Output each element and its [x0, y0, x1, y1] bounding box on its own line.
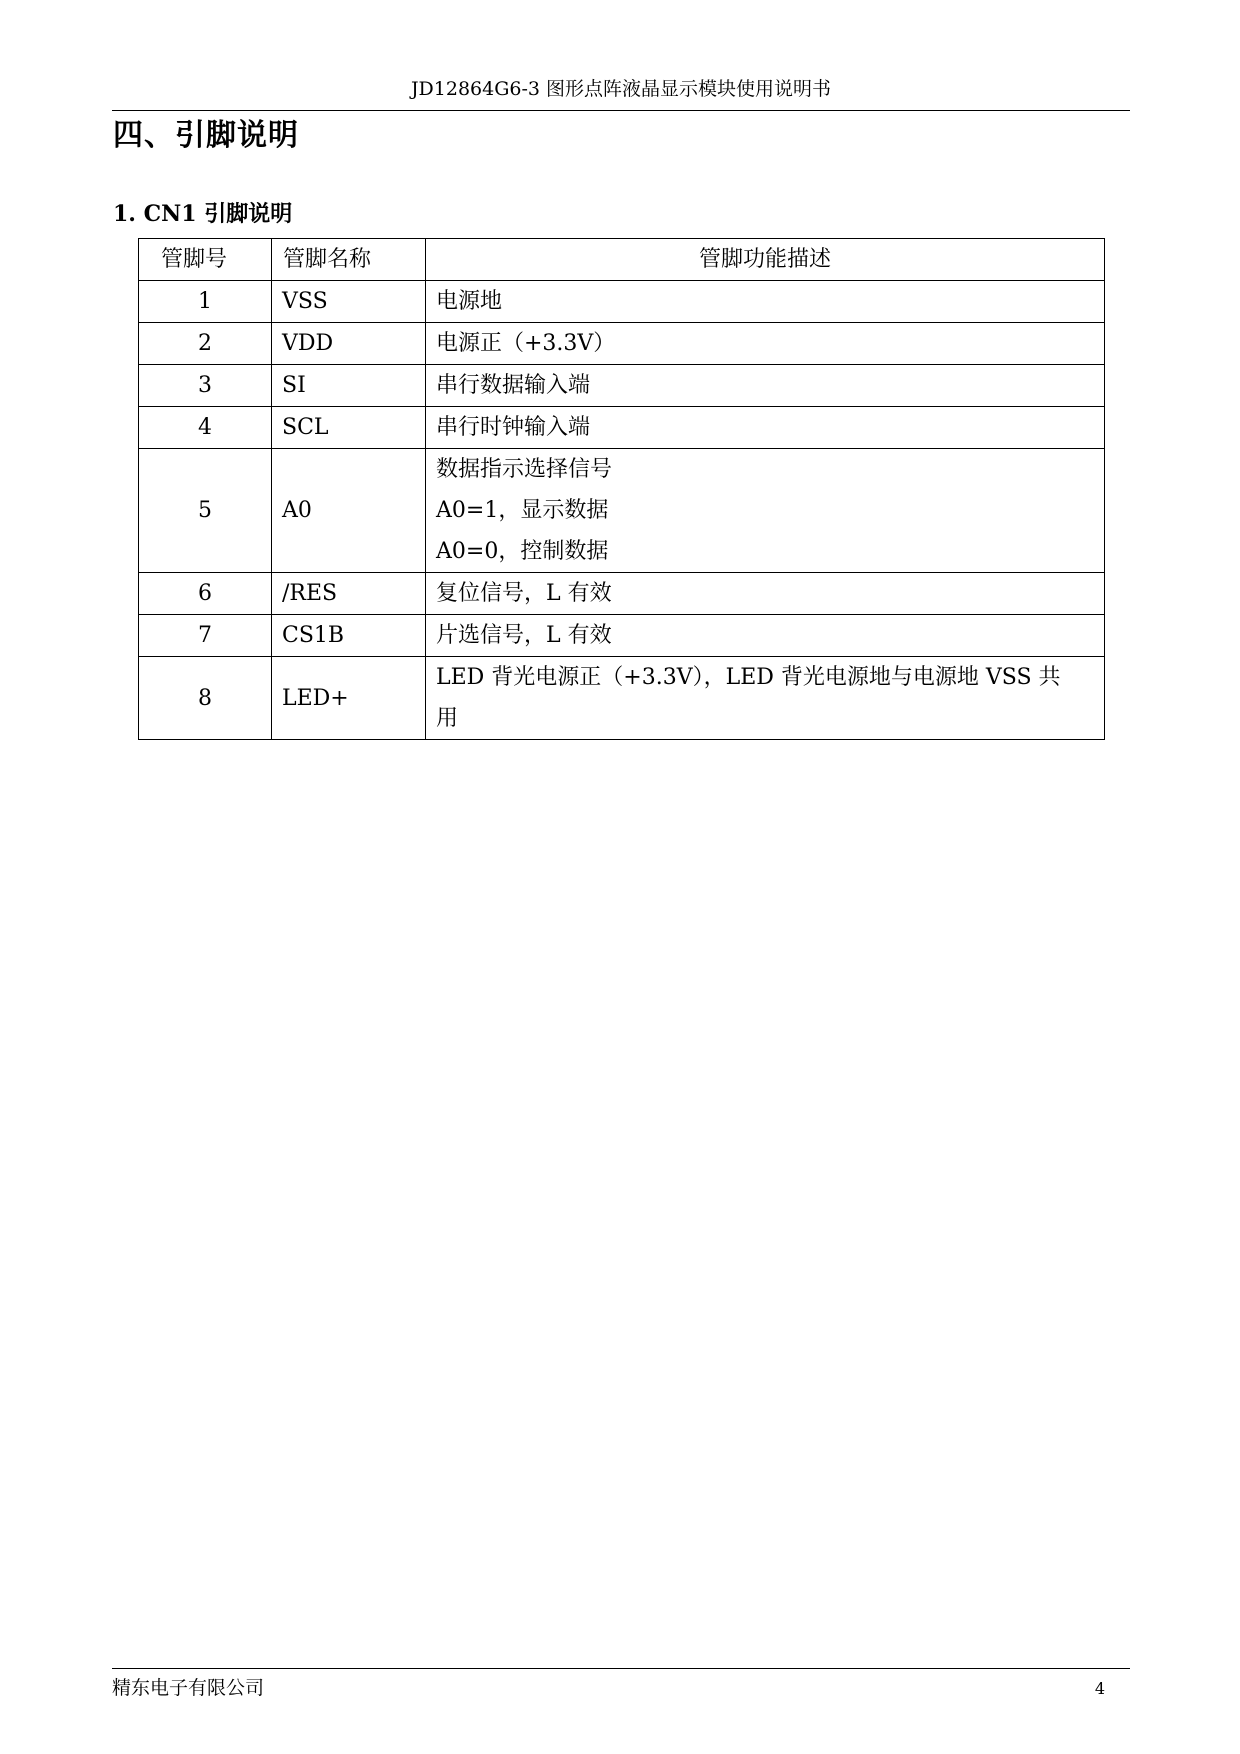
page-number: 4 — [1094, 1679, 1105, 1698]
pin-number-cell: 4 — [139, 407, 272, 449]
pin-name-cell: VSS — [272, 281, 426, 323]
pin-name-cell: SCL — [272, 407, 426, 449]
pin-function-cell — [426, 407, 1105, 449]
pin-name-cell: CS1B — [272, 615, 426, 657]
document-title: JD12864G6-3 图形点阵液晶显示模块使用说明书 — [410, 78, 832, 100]
table-row — [139, 323, 1105, 365]
pin-number-cell: 5 — [139, 449, 272, 573]
pin-name-cell: LED+ — [272, 657, 426, 740]
column-header-pin-name: 管脚名称 — [272, 239, 426, 281]
table-row — [139, 281, 1105, 323]
table-row — [139, 573, 1105, 615]
table-header-row — [139, 239, 1105, 281]
pin-function-line: 用 — [436, 706, 459, 731]
pin-function-cell — [426, 365, 1105, 407]
table-row — [139, 365, 1105, 407]
pin-function-line: 电源正（+3.3V） — [436, 331, 616, 356]
pin-function-line: 片选信号，L 有效 — [436, 623, 612, 648]
table-row — [139, 407, 1105, 449]
pin-table — [138, 238, 1105, 740]
column-header-pin-function: 管脚功能描述 — [426, 239, 1105, 281]
pin-function-line: LED 背光电源正（+3.3V），LED 背光电源地与电源地 VSS 共 — [436, 665, 1061, 690]
table-row — [139, 449, 1105, 573]
pin-name-cell: SI — [272, 365, 426, 407]
table-row — [139, 657, 1105, 740]
pin-function-line: A0=1，显示数据 — [436, 498, 609, 523]
subsection-heading: 1. CN1 引脚说明 — [113, 201, 293, 227]
pin-function-line: 复位信号，L 有效 — [436, 581, 612, 606]
pin-name-cell: VDD — [272, 323, 426, 365]
footer-company: 精东电子有限公司 — [112, 1677, 265, 1699]
pin-function-line: 数据指示选择信号 — [436, 457, 613, 482]
pin-number-cell: 3 — [139, 365, 272, 407]
pin-number-cell: 8 — [139, 657, 272, 740]
pin-name-cell: /RES — [272, 573, 426, 615]
pin-function-cell — [426, 573, 1105, 615]
column-header-pin-number: 管脚号 — [139, 239, 272, 281]
pin-number-cell: 2 — [139, 323, 272, 365]
pin-number-cell: 6 — [139, 573, 272, 615]
pin-function-cell — [426, 657, 1105, 740]
page-footer — [112, 1668, 1130, 1699]
pin-function-cell — [426, 323, 1105, 365]
section-heading: 四、引脚说明 — [113, 118, 299, 153]
pin-function-cell — [426, 449, 1105, 573]
pin-name-cell: A0 — [272, 449, 426, 573]
pin-function-cell — [426, 281, 1105, 323]
table-body — [139, 281, 1105, 740]
pin-function-line: 串行时钟输入端 — [436, 415, 591, 440]
pin-function-cell — [426, 615, 1105, 657]
pin-number-cell: 1 — [139, 281, 272, 323]
table-row — [139, 615, 1105, 657]
pin-number-cell: 7 — [139, 615, 272, 657]
pin-function-line: 串行数据输入端 — [436, 373, 591, 398]
pin-function-line: A0=0，控制数据 — [436, 539, 609, 564]
page-header — [112, 74, 1130, 111]
pin-function-line: 电源地 — [436, 289, 503, 314]
